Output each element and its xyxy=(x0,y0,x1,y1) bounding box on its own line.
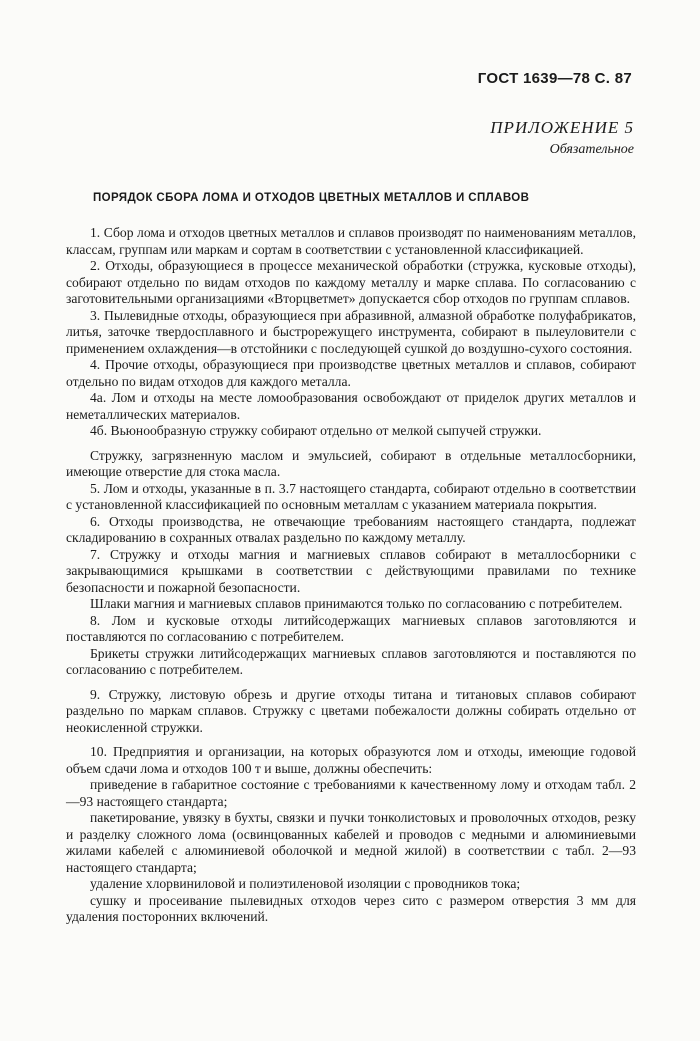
paragraph: пакетирование, увязку в бухты, связки и пучки тонколистовых и проволочных отходов, резку и разделку сложного лома (освинцованных кабелей и проводов с медными и алюминиевыми жилами кабелей с алюминиевой оболочкой и медной жилой) в соответствии с табл. 2—93 настоящего стандарта; xyxy=(66,810,636,875)
paragraph: удаление хлорвиниловой и полиэтиленовой изоляции с проводников тока; xyxy=(90,876,521,891)
paragraph: 3. Пылевидные отходы, образующиеся при абразивной, алмазной обработке полуфабрикатов, литья, заточке твердосплавного и быстрорежущего инструмента, собирают в пылеуловители с применением охлаждения—в отстойники с последующей сушкой до воздушно-сухого состояния. xyxy=(66,307,636,356)
paragraph: 4. Прочие отходы, образующиеся при производстве цветных металлов и сплавов, собирают отдельно по видам отходов для каждого металла. xyxy=(66,357,636,389)
paragraph: 4б. Вьюнообразную стружку собирают отдельно от мелкой сыпучей стружки. xyxy=(90,423,542,438)
paragraph: 1. Сбор лома и отходов цветных металлов и сплавов производят по наименованиям металлов, классам, группам или маркам и сортам в соответствии с установленной классификацией. xyxy=(66,225,636,257)
paragraph: 6. Отходы производства, не отвечающие требованиям настоящего стандарта, подлежат складированию в сохранных отвалах раздельно по каждому металлу. xyxy=(66,513,636,545)
paragraph: 8. Лом и кусковые отходы литийсодержащих магниевых сплавов заготовляются и поставляются по согласованию с потребителем. xyxy=(66,612,636,644)
paragraph: 9. Стружку, листовую обрезь и другие отходы титана и титановых сплавов собирают раздельно по маркам сплавов. Стружку с цветами побежалости должны собирать отдельно от неокисленной стружки. xyxy=(66,686,636,735)
standard-page-reference: ГОСТ 1639—78 С. 87 xyxy=(477,70,632,87)
paragraph: Шлаки магния и магниевых сплавов принимаются только по согласованию с потребителем. xyxy=(90,596,623,611)
paragraph: 4а. Лом и отходы на месте ломообразования освобождают от приделок других металлов и неметаллических материалов. xyxy=(66,390,636,422)
paragraph: Брикеты стружки литийсодержащих магниевых сплавов заготовляются и поставляются по согласованию с потребителем. xyxy=(66,645,636,677)
body-text xyxy=(66,225,636,926)
paragraph: 10. Предприятия и организации, на которых образуются лом и отходы, имеющие годовой объем сдачи лома и отходов 100 т и выше, должны обеспечить: xyxy=(66,744,636,776)
paragraph: 2. Отходы, образующиеся в процессе механической обработки (стружка, кусковые отходы), собирают отдельно по видам отходов по каждому металлу и марке сплава. По согласованию с заготовительными организациями «Вторцветмет» допускается сбор отходов по группам сплавов. xyxy=(66,258,636,306)
paragraph: приведение в габаритное состояние с требованиями к качественному лому и отходам табл. 2—93 настоящего стандарта; xyxy=(66,777,636,809)
paragraph: 5. Лом и отходы, указанные в п. 3.7 настоящего стандарта, собирают отдельно в соответствии с установленной классификацией по основным металлам с указанием материала покрытия. xyxy=(66,480,636,512)
section-title: ПОРЯДОК СБОРА ЛОМА И ОТХОДОВ ЦВЕТНЫХ МЕТАЛЛОВ И СПЛАВОВ xyxy=(93,192,530,204)
appendix-heading xyxy=(490,118,634,158)
appendix-status: Обязательное xyxy=(549,142,634,157)
paragraph: сушку и просеивание пылевидных отходов через сито с размером отверстия 3 мм для удаления посторонних включений. xyxy=(66,892,636,924)
paragraph: Стружку, загрязненную маслом и эмульсией, собирают в отдельные металлосборники, имеющие отверстие для стока масла. xyxy=(66,447,636,479)
paragraph: 7. Стружку и отходы магния и магниевых сплавов собирают в металлосборники с закрывающимися крышками в соответствии с действующими правилами по технике безопасности и пожарной безопасности. xyxy=(66,546,636,595)
appendix-title: ПРИЛОЖЕНИЕ 5 xyxy=(490,118,634,137)
